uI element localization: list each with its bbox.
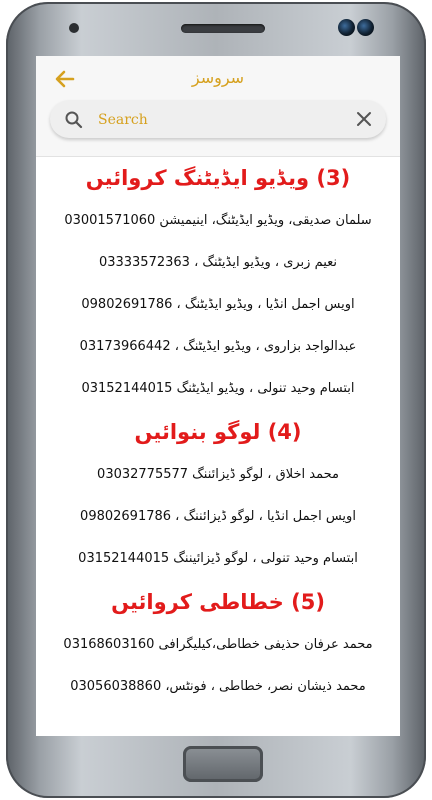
app-bar	[36, 56, 400, 157]
search-input[interactable]	[96, 107, 340, 133]
front-camera-icon	[338, 19, 355, 36]
search-icon[interactable]	[64, 110, 84, 130]
section-heading: (3) ویڈیو ایڈیٹنگ کروائیں	[85, 166, 351, 190]
list-item[interactable]: اویس اجمل انڈیا ، ویڈیو ایڈیٹنگ ، 09802691786	[81, 297, 355, 312]
list-item[interactable]: ابتسام وحید تنولی ، ویڈیو ایڈیٹنگ 03152144015	[81, 381, 355, 396]
earpiece-speaker	[181, 24, 265, 33]
list-item[interactable]: محمد عرفان حذیفی خطاطی،کیلیگرافی 03168603160	[63, 637, 373, 652]
front-camera-icon	[357, 19, 374, 36]
section-heading: (4) لوگو بنوائیں	[134, 420, 302, 444]
list-item[interactable]: محمد ذیشان نصر، خطاطی ، فونٹس، 03056038860	[70, 679, 366, 694]
close-icon[interactable]	[354, 109, 374, 129]
list-item[interactable]: نعیم زبری ، ویڈیو ایڈیٹنگ ، 03333572363	[98, 255, 338, 270]
sensor-icon	[69, 23, 79, 33]
list-item[interactable]: ابتسام وحید تنولی ، لوگو ڈیزائیننگ 03152144015	[78, 551, 358, 566]
list-item[interactable]: سلمان صدیقی، ویڈیو ایڈیٹنگ، اینیمیشن 03001571060	[64, 213, 372, 228]
list-item[interactable]: عبدالواجد بزاروی ، ویڈیو ایڈیٹنگ ، 03173966442	[79, 339, 357, 354]
app-screen	[36, 56, 400, 736]
section-heading: (5) خطاطی کروائیں	[111, 590, 325, 614]
list-item[interactable]: اویس اجمل انڈیا ، لوگو ڈیزائننگ ، 09802691786	[80, 509, 356, 524]
search-bar[interactable]	[50, 100, 386, 138]
home-button[interactable]	[183, 746, 263, 782]
page-title: سروسز	[191, 68, 245, 87]
services-list	[36, 156, 400, 736]
list-item[interactable]: محمد اخلاق ، لوگو ڈیزائننگ 03032775577	[97, 467, 339, 482]
